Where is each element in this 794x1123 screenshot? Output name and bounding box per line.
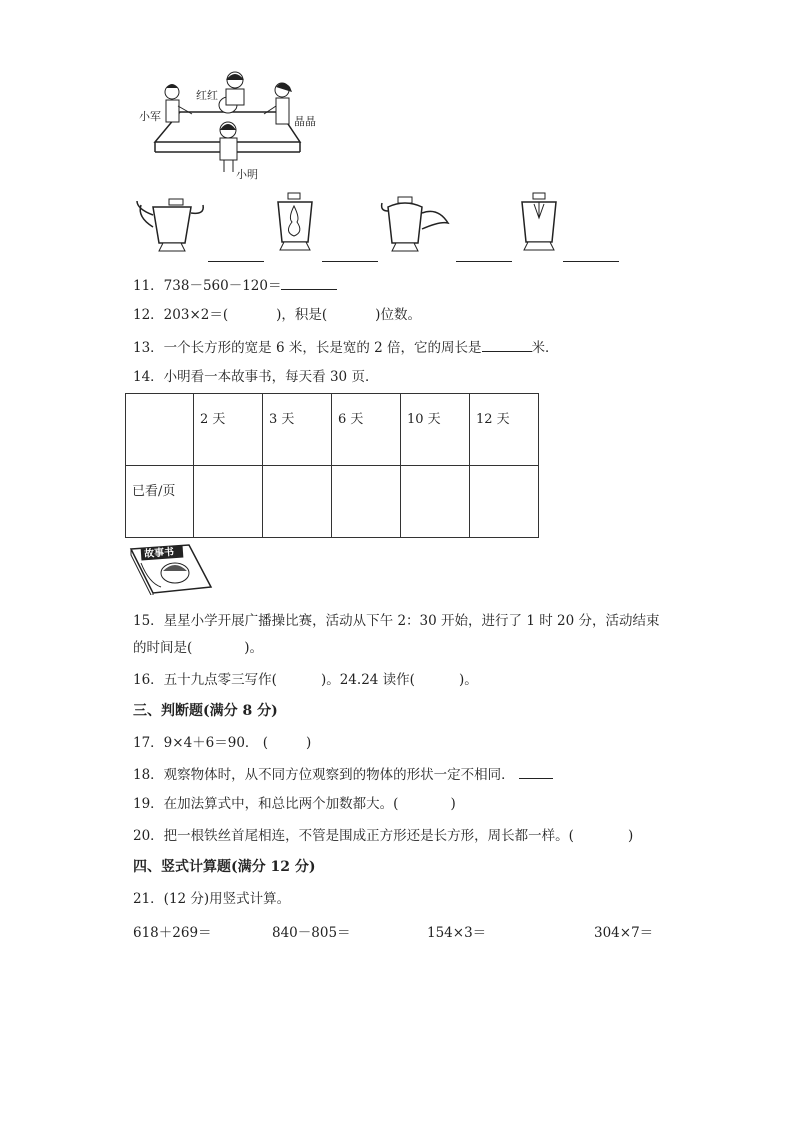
label-jingjing: 晶晶 <box>294 115 316 128</box>
table-answer-cell[interactable] <box>194 466 263 538</box>
answer-blank-pot-3[interactable] <box>456 260 512 262</box>
story-book-title: 故事书 <box>143 546 175 561</box>
teapot-side-view-2 <box>378 193 458 257</box>
question-18-text: 18．观察物体时，从不同方位观察到的物体的形状一定不相同． <box>133 767 515 783</box>
table-header-cell: 12 天 <box>470 394 539 466</box>
question-17 <box>133 733 311 753</box>
table-answer-cell[interactable] <box>263 466 332 538</box>
question-16-part2: )。24.24 读作( <box>320 672 415 688</box>
calc-item-2: 840－805＝ <box>272 925 351 941</box>
question-11 <box>133 275 337 296</box>
answer-blank-18[interactable] <box>519 764 553 779</box>
answer-blank-pot-2[interactable] <box>322 260 378 262</box>
question-18 <box>133 764 553 785</box>
question-19-part1: 19．在加法算式中，和总比两个加数都大。( <box>133 796 399 812</box>
question-15-line2-end: )。 <box>244 640 264 656</box>
question-13-part2: 米． <box>531 340 559 356</box>
question-12 <box>133 305 421 325</box>
question-16-part3: )。 <box>458 672 478 688</box>
question-21: 21．(12 分)用竖式计算。 <box>133 891 291 907</box>
table-row-label: 已看/页 <box>126 466 194 538</box>
section-3-title: 三、判断题(满分 8 分) <box>133 703 278 719</box>
question-13 <box>133 337 559 358</box>
question-19 <box>133 794 456 814</box>
question-12-part2: )，积是( <box>276 307 328 323</box>
table-header-cell: 6 天 <box>332 394 401 466</box>
label-xiaoming: 小明 <box>236 168 258 181</box>
reading-table <box>125 393 539 538</box>
question-17-part2: ) <box>306 735 312 751</box>
calc-item-3: 154×3＝ <box>427 925 487 941</box>
table-header-cell: 2 天 <box>194 394 263 466</box>
teapot-side-view-1 <box>133 195 213 257</box>
label-xiaojun: 小军 <box>139 110 161 123</box>
calc-item-1: 618＋269＝ <box>133 925 212 941</box>
question-14: 14．小明看一本故事书，每天看 30 页． <box>133 369 379 385</box>
question-15-line1: 15．星星小学开展广播操比赛，活动从下午 2：30 开始，进行了 1 时 20 分，活动结束 <box>133 613 660 629</box>
question-15-line2 <box>133 638 263 658</box>
question-17-part1: 17．9×4＋6＝90． ( <box>133 735 268 751</box>
teapot-front-view-1 <box>270 190 320 258</box>
teapot-back-view <box>514 190 564 258</box>
table-row <box>126 466 539 538</box>
table-header-cell <box>126 394 194 466</box>
question-20 <box>133 826 633 846</box>
question-12-part3: )位数。 <box>375 307 421 323</box>
answer-blank-pot-1[interactable] <box>208 260 264 262</box>
question-20-part1: 20．把一根铁丝首尾相连，不管是围成正方形还是长方形，周长都一样。( <box>133 828 574 844</box>
question-11-text: 11．738－560－120＝ <box>133 278 282 294</box>
calc-item-4: 304×7＝ <box>594 925 654 941</box>
table-answer-cell[interactable] <box>470 466 539 538</box>
question-13-part1: 13．一个长方形的宽是 6 米，长是宽的 2 倍，它的周长是 <box>133 340 482 356</box>
label-honghong: 红红 <box>196 89 218 102</box>
question-12-part1: 12．203×2＝( <box>133 307 229 323</box>
table-answer-cell[interactable] <box>332 466 401 538</box>
question-20-part2: ) <box>627 828 634 844</box>
answer-blank-13[interactable] <box>482 337 532 352</box>
question-16-part1: 16．五十九点零三写作( <box>133 672 277 688</box>
question-19-part2: ) <box>450 796 456 812</box>
table-answer-cell[interactable] <box>401 466 470 538</box>
table-header-cell: 3 天 <box>263 394 332 466</box>
question-15-line2-text: 的时间是( <box>133 640 193 656</box>
table-header-row <box>126 394 539 466</box>
answer-blank-11[interactable] <box>281 275 337 290</box>
question-16 <box>133 670 478 690</box>
table-header-cell: 10 天 <box>401 394 470 466</box>
answer-blank-pot-4[interactable] <box>563 260 619 262</box>
section-4-title: 四、竖式计算题(满分 12 分) <box>133 859 316 875</box>
